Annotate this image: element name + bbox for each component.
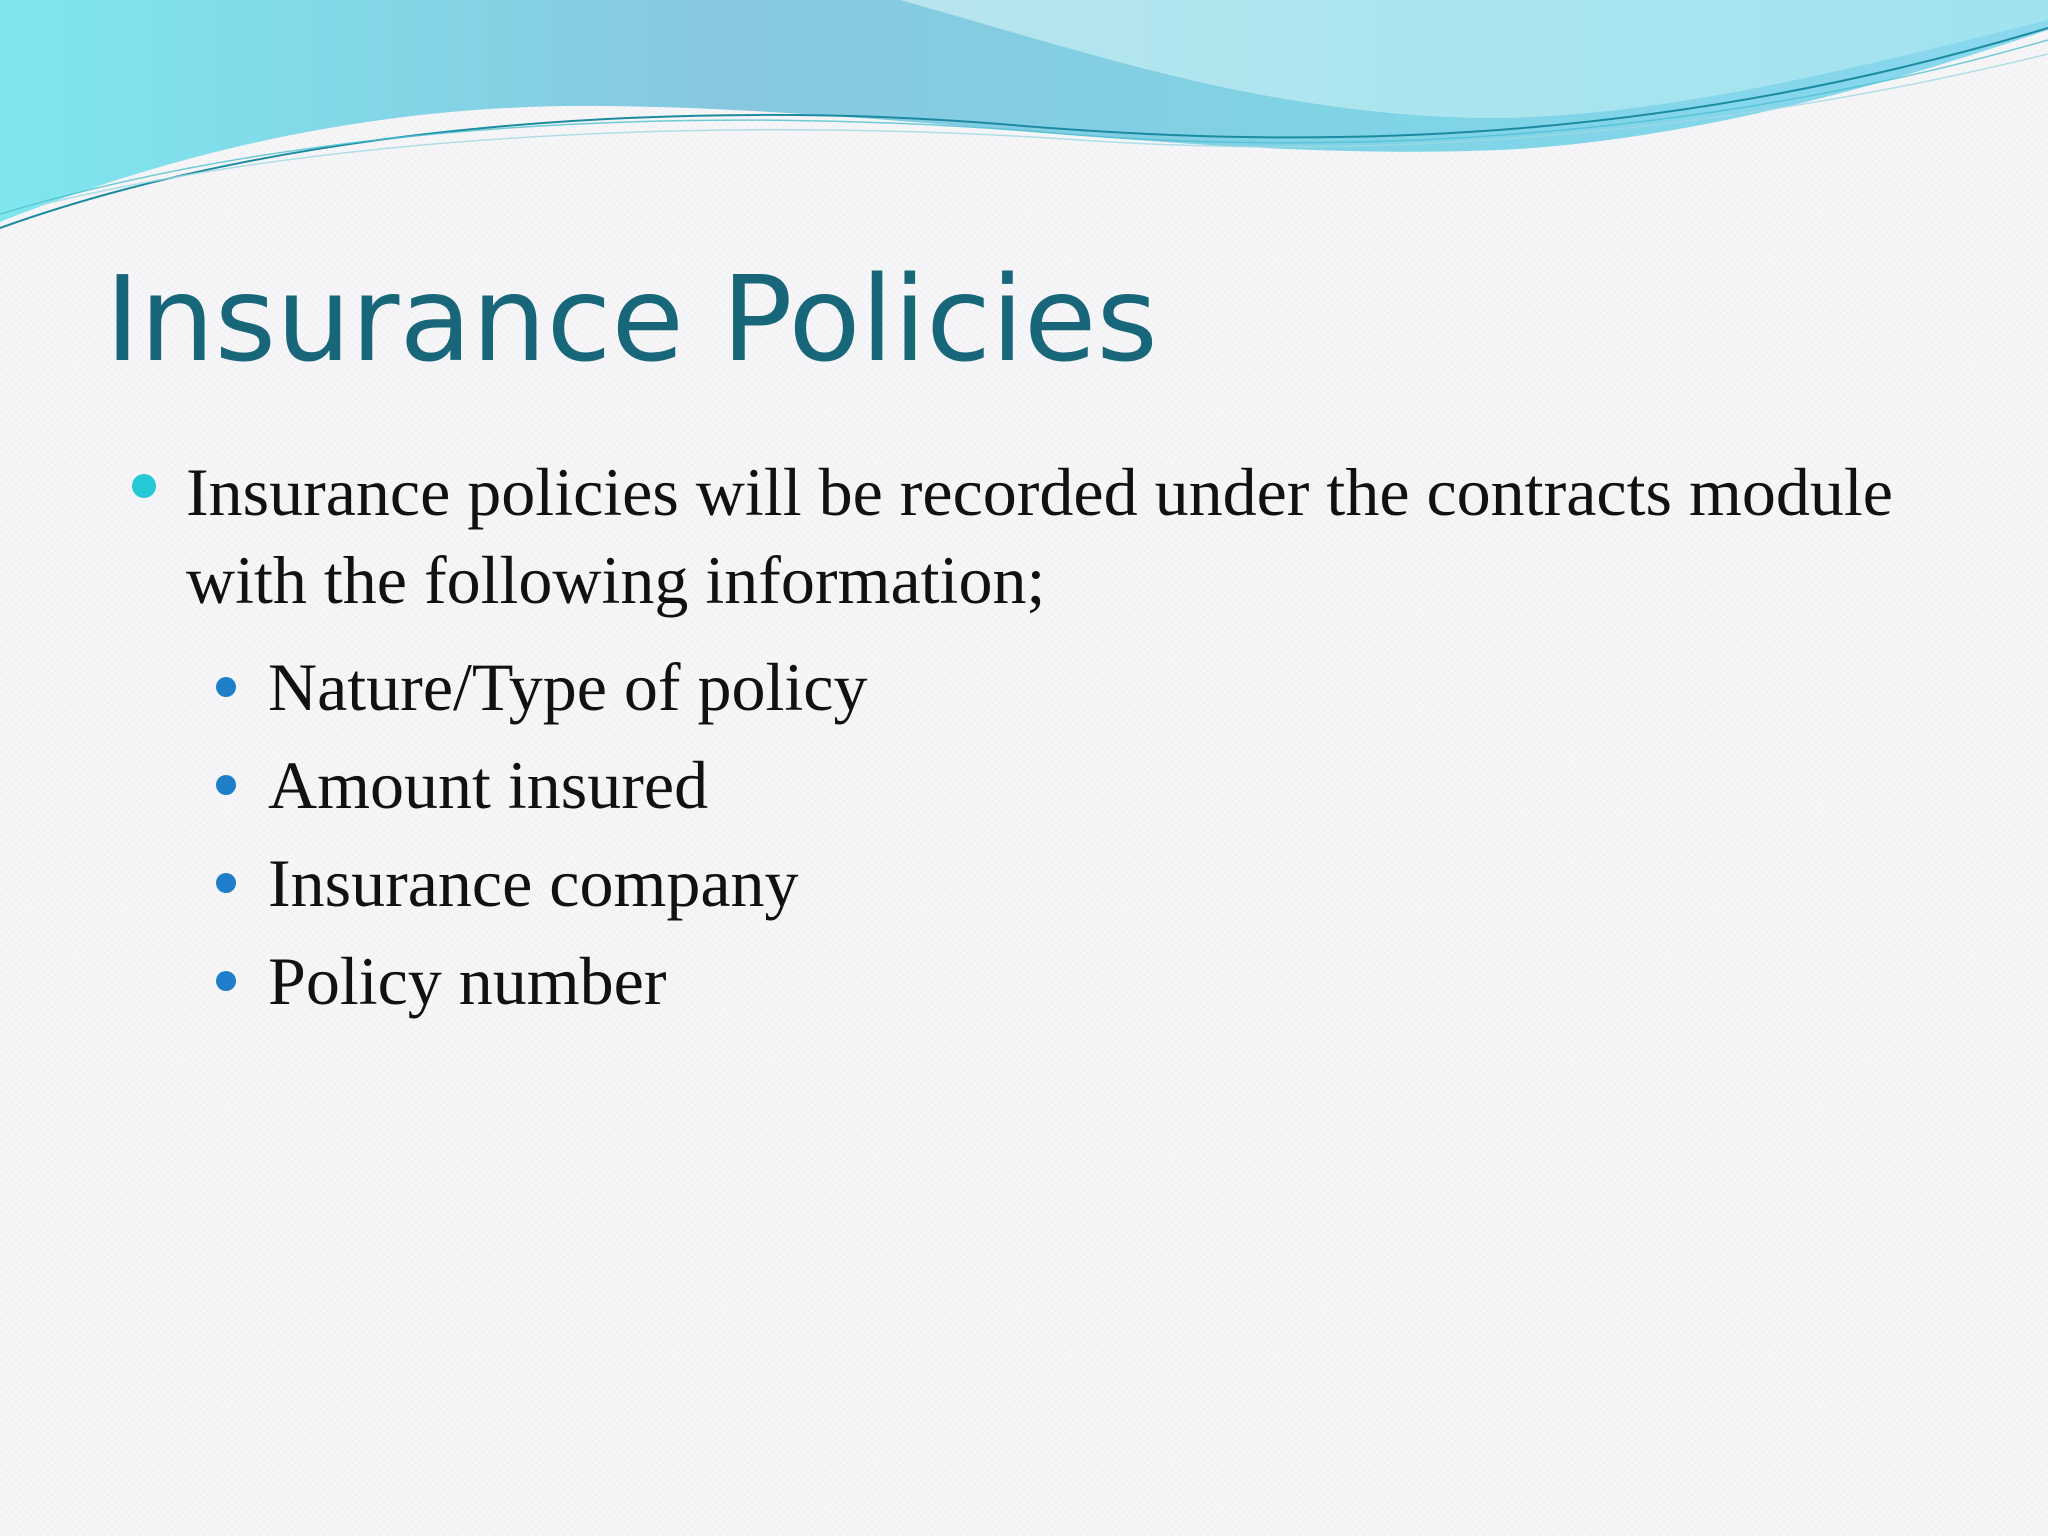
slide-body bbox=[130, 448, 1970, 1030]
sub-bullet-text: Insurance company bbox=[268, 845, 799, 921]
sub-bullet-text: Amount insured bbox=[268, 747, 709, 823]
bullet-text: Insurance policies will be recorded under the contracts module with the following information; bbox=[186, 454, 1893, 618]
slide-title: Insurance Policies bbox=[105, 250, 1158, 388]
sub-bullet-list bbox=[130, 638, 1970, 1030]
sub-bullet-dot-icon bbox=[216, 775, 236, 795]
sub-bullet-text: Nature/Type of policy bbox=[268, 649, 868, 725]
sub-bullet-text: Policy number bbox=[268, 943, 667, 1019]
sub-bullet-item bbox=[130, 638, 1970, 736]
sub-bullet-item bbox=[130, 932, 1970, 1030]
sub-bullet-dot-icon bbox=[216, 873, 236, 893]
bullet-dot-icon bbox=[132, 474, 156, 498]
sub-bullet-item bbox=[130, 736, 1970, 834]
sub-bullet-item bbox=[130, 834, 1970, 932]
sub-bullet-dot-icon bbox=[216, 677, 236, 697]
header-wave-decoration bbox=[0, 0, 2048, 240]
bullet-item bbox=[130, 448, 1970, 624]
sub-bullet-dot-icon bbox=[216, 971, 236, 991]
